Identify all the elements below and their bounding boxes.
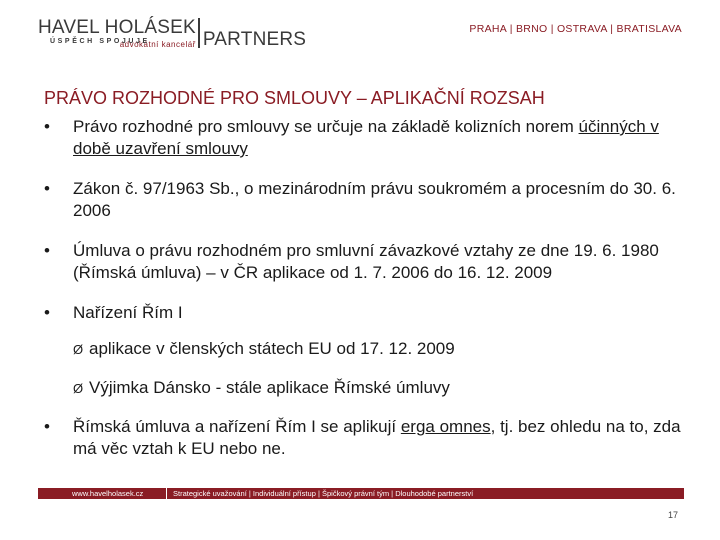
bullet-item-5 bbox=[44, 416, 690, 460]
bullet-marker: • bbox=[44, 417, 50, 436]
logo-subtitle: advokátní kancelář bbox=[119, 40, 196, 49]
company-logo bbox=[38, 18, 306, 50]
sub-item-text: Výjimka Dánsko - stále aplikace Římské úmluvy bbox=[89, 378, 450, 397]
sub-item-1 bbox=[44, 338, 690, 361]
sub-item-text: aplikace v členských státech EU od 17. 12. 2009 bbox=[89, 339, 455, 358]
bullet-text: Nařízení Řím I bbox=[73, 303, 183, 322]
bullet-text-underlined: účinných v době uzavření smlouvy bbox=[73, 117, 659, 158]
bullet-marker: • bbox=[44, 303, 50, 322]
logo-tagline: ÚSPĚCH SPOJUJE bbox=[50, 38, 150, 45]
arrow-bullet-icon: Ø bbox=[73, 342, 84, 357]
logo-partners: PARTNERS bbox=[202, 29, 307, 50]
bullet-text: Úmluva o právu rozhodném pro smluvní závazkové vztahy ze dne 19. 6. 1980 (Římská úmluva) – v ČR aplikace od 1. 7. 2006 do 16. 12. 2009 bbox=[73, 241, 659, 282]
footer-website: www.havelholasek.cz bbox=[72, 489, 144, 498]
bullet-item-3 bbox=[44, 240, 690, 284]
office-cities: PRAHA | BRNO | OSTRAVA | BRATISLAVA bbox=[469, 23, 682, 35]
bullet-text: Právo rozhodné pro smlouvy se určuje na základě kolizních norem bbox=[73, 117, 579, 136]
bullet-marker: • bbox=[44, 241, 50, 260]
bullet-text: Zákon č. 97/1963 Sb., o mezinárodním právu soukromém a procesním do 30. 6. 2006 bbox=[73, 179, 676, 220]
bullet-item-2 bbox=[44, 178, 690, 222]
bullet-text: Římská úmluva a nařízení Řím I se aplikují bbox=[73, 417, 401, 436]
bullet-text-underlined: erga omnes bbox=[400, 417, 491, 436]
page-number: 17 bbox=[667, 510, 678, 520]
logo-divider bbox=[198, 18, 200, 48]
bullet-text-after: , tj. bez ohledu na to, zda má věc vztah k EU nebo ne. bbox=[73, 417, 681, 458]
slide-content bbox=[44, 116, 690, 470]
bullet-marker: • bbox=[44, 117, 50, 136]
footer-bar bbox=[38, 488, 684, 499]
logo-name: HAVEL HOLÁSEK bbox=[38, 17, 196, 38]
slide-title: PRÁVO ROZHODNÉ PRO SMLOUVY – APLIKAČNÍ ROZSAH bbox=[44, 88, 545, 108]
bullet-item-1 bbox=[44, 116, 690, 160]
footer-slogan: Strategické uvažování | Individuální přístup | Špičkový právní tým | Dlouhodobé partnerství bbox=[166, 488, 473, 499]
arrow-bullet-icon: Ø bbox=[73, 381, 84, 396]
bullet-item-4 bbox=[44, 302, 690, 324]
bullet-marker: • bbox=[44, 179, 50, 198]
sub-item-2 bbox=[44, 377, 690, 400]
